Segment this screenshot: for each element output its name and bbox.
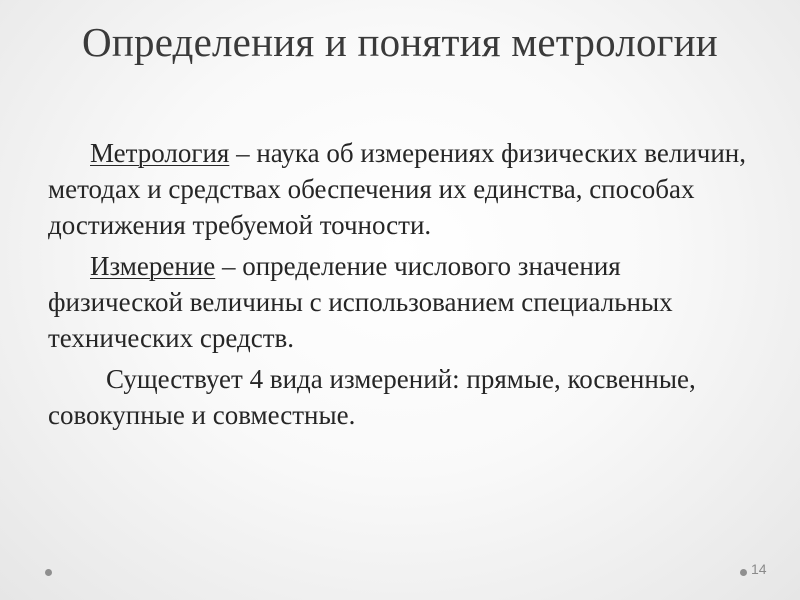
footer-dot-left-icon — [45, 569, 52, 576]
slide-title: Определения и понятия метрологии — [82, 19, 718, 65]
definition-measurement-text: – определение числового значения физической величины с использованием специальных технических средств. — [48, 251, 673, 353]
measurement-types-paragraph: Существует 4 вида измерений: прямые, косвенные, совокупные и совместные. — [48, 364, 696, 430]
term-measurement: Измерение — [90, 251, 216, 281]
page-number: 14 — [751, 561, 767, 577]
definition-metrology — [48, 135, 760, 243]
slide-body — [48, 135, 760, 438]
term-metrology: Метрология — [90, 138, 230, 168]
definition-measurement — [48, 248, 760, 356]
definition-metrology-text: – наука об измерениях физических величин, методах и средствах обеспечения их единства, способах достижения требуемой точности. — [48, 138, 746, 240]
footer-dot-right-icon — [740, 569, 747, 576]
